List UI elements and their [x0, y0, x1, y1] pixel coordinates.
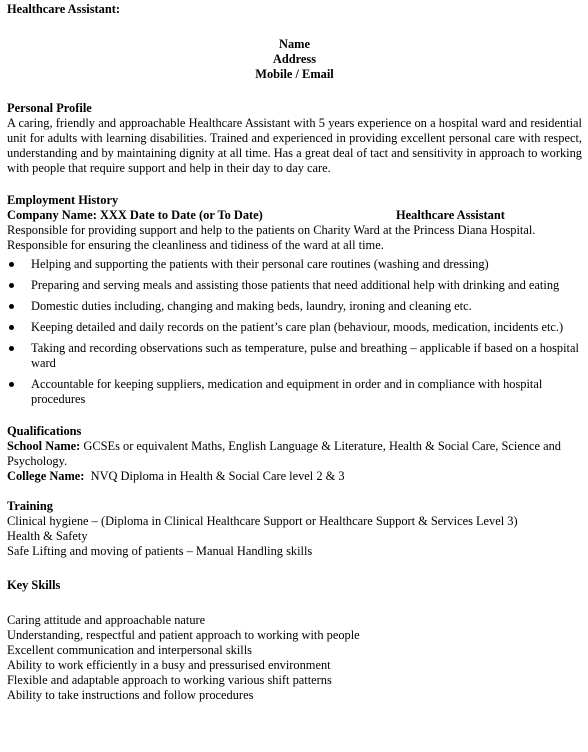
- employment-section: [7, 193, 582, 407]
- company-line: Company Name: XXX Date to Date (or To Date): [7, 208, 263, 222]
- skill-item: Ability to work efficiently in a busy and pressurised environment: [7, 658, 331, 672]
- list-item: [7, 278, 582, 293]
- bullet-icon: [9, 304, 14, 309]
- training-item: Safe Lifting and moving of patients – Manual Handling skills: [7, 544, 313, 558]
- section-heading: Training: [7, 499, 53, 513]
- duty-text: Accountable for keeping suppliers, medication and equipment in order and in compliance with hospital procedures: [31, 377, 543, 406]
- bullet-icon: [9, 262, 14, 267]
- skill-item: Caring attitude and approachable nature: [7, 613, 206, 627]
- contact-name: Name: [279, 37, 310, 51]
- section-heading: Key Skills: [7, 578, 61, 592]
- training-item: Health & Safety: [7, 529, 88, 543]
- college-label: College Name:: [7, 469, 85, 483]
- training-item: Clinical hygiene – (Diploma in Clinical Healthcare Support or Healthcare Support & Services Level 3): [7, 514, 518, 528]
- document-title: Healthcare Assistant:: [7, 2, 120, 16]
- personal-profile-section: [7, 101, 582, 176]
- job-role: Healthcare Assistant: [396, 208, 505, 222]
- school-text: GCSEs or equivalent Maths, English Language & Literature, Health & Social Care, Science and Psychology.: [7, 439, 562, 468]
- qualifications-section: [7, 424, 582, 484]
- college-line: [7, 469, 582, 484]
- company-row: [7, 208, 582, 223]
- list-item: [7, 320, 582, 335]
- school-label: School Name:: [7, 439, 81, 453]
- duty-text: Preparing and serving meals and assisting those patients that need additional help with drinking and eating: [31, 278, 560, 292]
- bullet-icon: [9, 346, 14, 351]
- skill-item: Ability to take instructions and follow procedures: [7, 688, 254, 702]
- list-item: [7, 341, 582, 371]
- training-section: [7, 499, 582, 559]
- duty-text: Helping and supporting the patients with their personal care routines (washing and dressing): [31, 257, 489, 271]
- college-text: NVQ Diploma in Health & Social Care level 2 & 3: [84, 469, 345, 483]
- profile-text: A caring, friendly and approachable Healthcare Assistant with 5 years experience on a hospital ward and residential unit for adults with learning disabilities. Trained and experienced in providing excellent personal care with respect, understanding and by maintaining dignity at all time. Has a great deal of tact and sensitivity in approach to working with people that require support and help in their day to day care.: [7, 116, 582, 175]
- school-line: [7, 439, 582, 469]
- bullet-icon: [9, 325, 14, 330]
- bullet-icon: [9, 382, 14, 387]
- skills-list: [7, 613, 582, 703]
- section-heading: Personal Profile: [7, 101, 92, 115]
- duty-text: Taking and recording observations such as temperature, pulse and breathing – applicable if based on a hospital ward: [31, 341, 579, 370]
- duty-text: Domestic duties including, changing and making beds, laundry, ironing and cleaning etc.: [31, 299, 472, 313]
- key-skills-section: [7, 578, 582, 703]
- skill-item: Excellent communication and interpersonal skills: [7, 643, 252, 657]
- bullet-icon: [9, 283, 14, 288]
- duties-list: [7, 257, 582, 407]
- list-item: [7, 377, 582, 407]
- contact-mobile-email: Mobile / Email: [255, 67, 334, 81]
- employment-summary-line: Responsible for ensuring the cleanliness and tidiness of the ward at all time.: [7, 238, 384, 252]
- list-item: [7, 257, 582, 272]
- list-item: [7, 299, 582, 314]
- skill-item: Understanding, respectful and patient approach to working with people: [7, 628, 360, 642]
- contact-address: Address: [272, 52, 317, 66]
- employment-summary-line: Responsible for providing support and help to the patients on Charity Ward at the Princess Diana Hospital.: [7, 223, 536, 237]
- section-heading: Qualifications: [7, 424, 82, 438]
- duty-text: Keeping detailed and daily records on the patient’s care plan (behaviour, moods, medication, incidents etc.): [31, 320, 564, 334]
- skill-item: Flexible and adaptable approach to working various shift patterns: [7, 673, 332, 687]
- contact-block: [7, 37, 582, 82]
- section-heading: Employment History: [7, 193, 119, 207]
